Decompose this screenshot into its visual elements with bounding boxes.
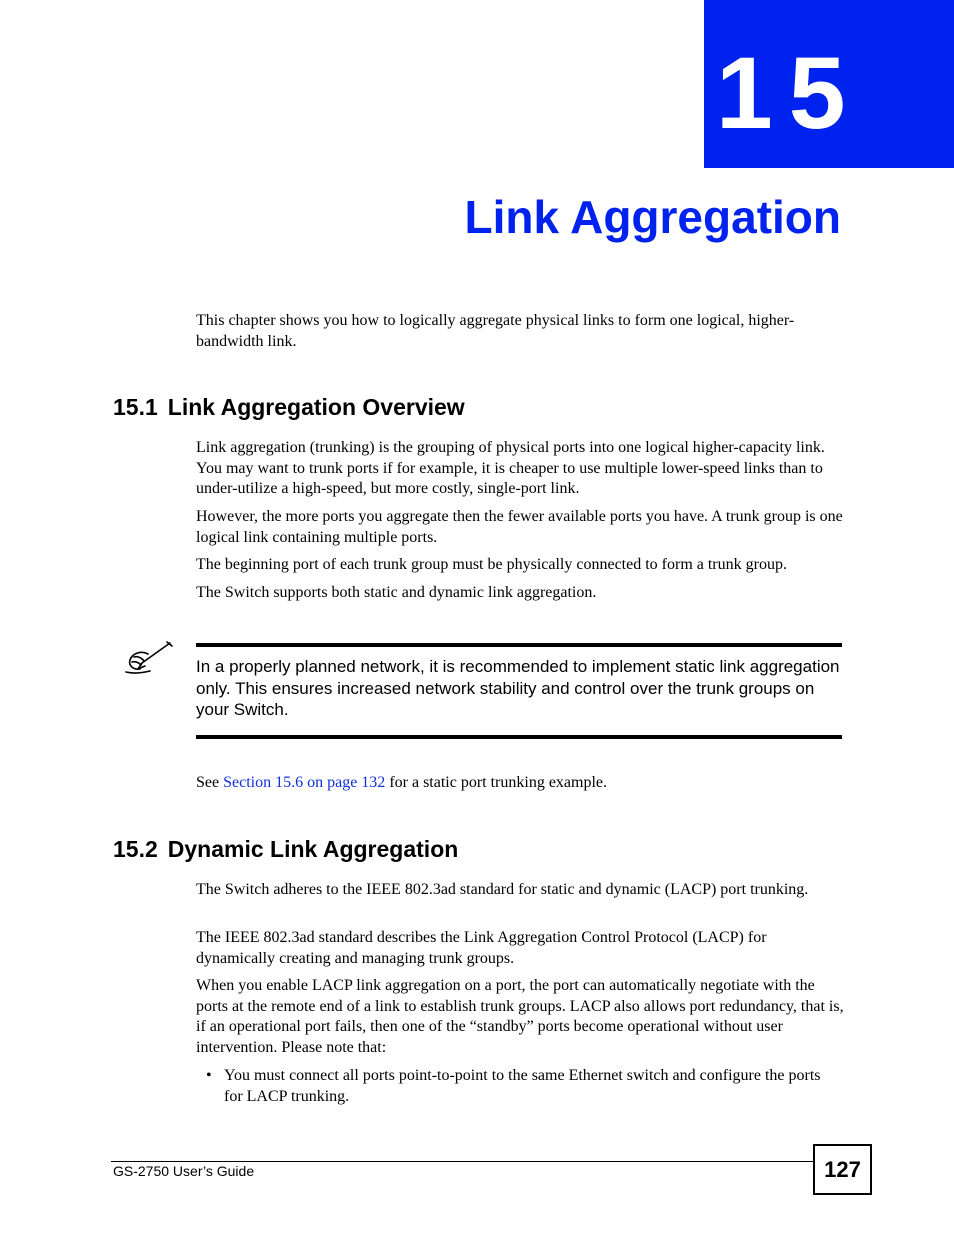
writing-hand-icon [124,640,174,676]
see-prefix: See [196,774,224,791]
overview-paragraph-3: The beginning port of each trunk group must be physically connected to form a trunk group. [196,556,787,573]
page-number: 127 [813,1144,872,1195]
section-15-6-link[interactable]: Section 15.6 on page 132 [223,774,386,791]
section-title: Dynamic Link Aggregation [167,836,459,862]
see-suffix: for a static port trunking example. [385,774,608,791]
section-heading-15-2 [113,836,458,864]
bullet-text: You must connect all ports point-to-point to the same Ethernet switch and configure the ports for LACP trunking. [224,1067,821,1105]
note-bottom-rule [196,735,842,739]
section-heading-15-1 [113,394,465,422]
note-text: In a properly planned network, it is recommended to implement static link aggregation only. This ensures increased network stability and control over the trunk groups on your Switch. [196,657,840,719]
intro-paragraph: This chapter shows you how to logically aggregate physical links to form one logical, higher-bandwidth link. [196,312,795,350]
dynamic-paragraph-3: When you enable LACP link aggregation on a port, the port can automatically negotiate with the ports at the remote end of a link to establish trunk groups. LACP also allows port redundancy, that is, if an operational port fails, then one of the “standby” ports become operational without user intervention. Please note that: [196,977,844,1056]
chapter-number: 15 [716,36,862,150]
overview-paragraph-2: However, the more ports you aggregate then the fewer available ports you have. A trunk group is one logical link containing multiple ports. [196,508,843,546]
overview-paragraph-4: The Switch supports both static and dynamic link aggregation. [196,584,597,601]
section-number: 15.2 [113,836,158,862]
dynamic-paragraph-2: The IEEE 802.3ad standard describes the Link Aggregation Control Protocol (LACP) for dynamically creating and managing trunk groups. [196,929,767,967]
bullet-icon: • [206,1067,212,1084]
dynamic-paragraph-1: The Switch adheres to the IEEE 802.3ad standard for static and dynamic (LACP) port trunking. [196,881,809,898]
footer-guide-title: GS-2750 User’s Guide [113,1163,255,1179]
section-title: Link Aggregation Overview [167,394,465,420]
overview-paragraph-1: Link aggregation (trunking) is the grouping of physical ports into one logical higher-capacity link. You may want to trunk ports if for example, it is cheaper to use multiple lower-speed links than to under-utilize a high-speed, but more costly, single-port link. [196,439,825,497]
chapter-title: Link Aggregation [464,191,841,243]
section-number: 15.1 [113,394,158,420]
note-top-rule [196,643,842,647]
see-reference [196,773,846,794]
